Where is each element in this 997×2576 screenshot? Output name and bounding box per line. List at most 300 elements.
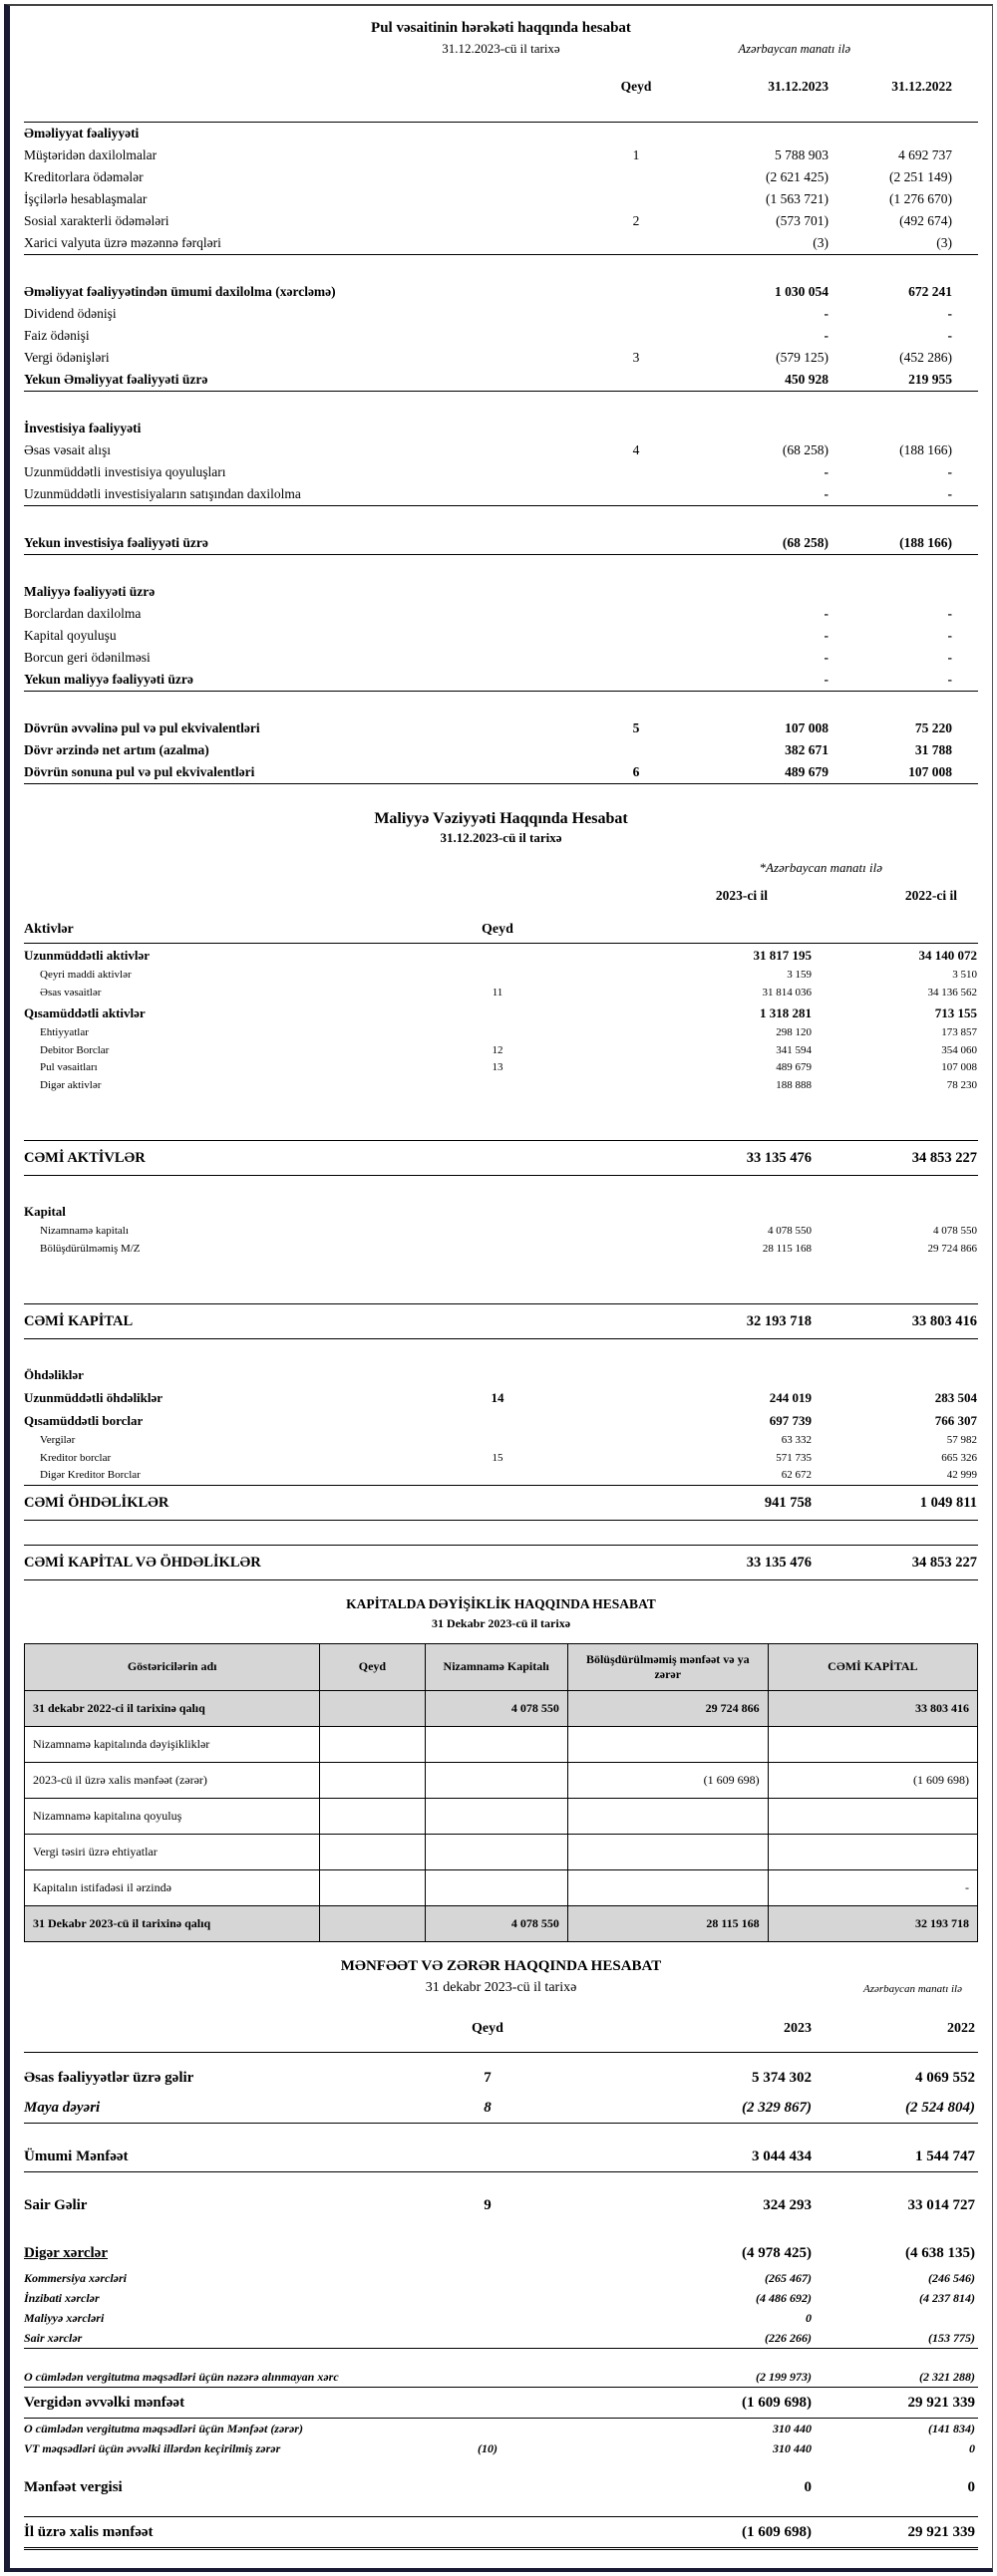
row-value-current: 33 135 476 <box>746 1554 812 1571</box>
statement-row <box>24 1200 978 1223</box>
row-note-ref: 4 <box>632 442 640 457</box>
row-label: Əməliyyat fəaliyyətindən ümumi daxilolma (xərcləmə) <box>24 284 336 299</box>
statement-row <box>24 418 978 439</box>
equity-cell <box>320 1798 425 1834</box>
row-note-ref: 8 <box>484 2099 492 2116</box>
row-value-current: 3 044 434 <box>752 2147 812 2164</box>
balance-subheader-row <box>24 922 978 944</box>
row-value-current: 1 030 054 <box>775 284 829 299</box>
row-label: Uzunmüddətli aktivlər <box>24 948 151 963</box>
row-value-current: 489 679 <box>785 764 829 779</box>
equity-row <box>25 1726 978 1762</box>
row-value-current: - <box>824 306 829 321</box>
statement-row <box>24 439 978 461</box>
row-value-prior: - <box>947 628 952 643</box>
row-value-current: 5 788 903 <box>775 147 829 162</box>
row-label: Faiz ödənişi <box>24 328 90 343</box>
row-value-current: (68 258) <box>782 442 829 457</box>
row-note-ref: 14 <box>491 1390 504 1405</box>
empty-header-cell <box>443 888 552 904</box>
equity-row-label: 2023-cü il üzrə xalis mənfəət (zərər) <box>25 1762 320 1798</box>
spacer-row <box>24 2349 978 2367</box>
row-value-prior: 672 241 <box>908 284 952 299</box>
col-header-qeyd: Qeyd <box>482 922 513 937</box>
row-value-prior: (4 237 814) <box>919 2290 975 2305</box>
row-value-current: (4 486 692) <box>756 2290 812 2305</box>
equity-row <box>25 1834 978 1869</box>
row-label: Kapital qoyuluşu <box>24 628 117 643</box>
row-value-prior: (153 775) <box>928 2330 975 2345</box>
row-value-prior: (452 286) <box>899 350 952 365</box>
row-note-ref: 6 <box>632 764 640 779</box>
row-value-prior: 1 049 811 <box>919 1494 977 1511</box>
currency-note: Azərbaycan manatı ilə <box>863 1982 962 1995</box>
row-label: Borclardan daxilolma <box>24 606 142 621</box>
row-value-current: - <box>824 328 829 343</box>
row-label: O cümlədən vergitutma məqsədləri üçün Mənfəət (zərər) <box>24 2421 303 2435</box>
row-value-current: - <box>824 464 829 479</box>
row-value-prior: 34 136 562 <box>927 986 977 999</box>
statement-date: 31.12.2023-cü il tarixə <box>442 41 560 56</box>
row-value-current: 382 671 <box>785 742 829 757</box>
spacer-row <box>24 1094 978 1140</box>
equity-row-label: 31 dekabr 2022-ci il tarixinə qalıq <box>25 1690 320 1726</box>
equity-cell: (1 609 698) <box>768 1762 977 1798</box>
statement-row <box>24 369 978 392</box>
spacer-row <box>24 2220 978 2238</box>
equity-row <box>25 1762 978 1798</box>
row-value-current: 571 735 <box>776 1451 812 1464</box>
equity-cell <box>768 1834 977 1869</box>
equity-cell: (1 609 698) <box>567 1762 768 1798</box>
financial-position-statement <box>24 810 978 1580</box>
equity-row-label: Nizamnamə kapitalına qoyuluş <box>25 1798 320 1834</box>
row-value-prior: 75 220 <box>914 720 952 735</box>
row-label: Öhdəliklər <box>24 1367 84 1382</box>
statement-row <box>24 461 978 483</box>
col-header-2023: 2023 <box>784 2020 812 2036</box>
statement-row <box>24 2388 978 2419</box>
row-label: Yekun Əməliyyat fəaliyyəti üzrə <box>24 372 208 387</box>
row-value-current: (2 329 867) <box>742 2099 812 2116</box>
row-label: Yekun investisiya fəaliyyəti üzrə <box>24 535 208 550</box>
equity-cell: 4 078 550 <box>425 1905 567 1941</box>
row-value-current: 31 814 036 <box>762 986 812 999</box>
empty-header-cell <box>552 922 978 938</box>
row-value-current: 33 135 476 <box>746 1150 812 1166</box>
row-label: Maliyyə xərcləri <box>24 2310 105 2325</box>
statement-row <box>24 2142 978 2172</box>
statement-row <box>24 144 978 166</box>
statement-row <box>24 2063 978 2093</box>
row-value-prior: - <box>947 650 952 665</box>
col-header-2023: 2023-ci il <box>715 888 768 903</box>
row-label: Əsas fəaliyyətlər üzrə gəlir <box>24 2069 194 2086</box>
row-value-current: - <box>824 606 829 621</box>
row-label: Bölüşdürülməmiş M/Z <box>40 1242 141 1255</box>
col-header-2022: 2022-ci il <box>904 888 957 903</box>
row-label: Müştəridən daxilolmalar <box>24 147 158 162</box>
row-value-current: 62 672 <box>781 1469 812 1481</box>
row-value-prior: 33 014 727 <box>907 2196 975 2213</box>
row-value-current: 0 <box>804 2478 812 2495</box>
equity-column-header: CƏMİ KAPİTAL <box>768 1643 977 1690</box>
row-label: Sair Gəlir <box>24 2196 88 2213</box>
statement-row <box>24 281 978 303</box>
equity-cell: 33 803 416 <box>768 1690 977 1726</box>
row-value-current: (265 467) <box>765 2270 812 2285</box>
row-value-prior: 29 921 339 <box>907 2394 975 2411</box>
equity-cell <box>768 1726 977 1762</box>
statement-row <box>24 122 978 144</box>
row-value-current: 4 078 550 <box>768 1225 812 1237</box>
equity-cell: 29 724 866 <box>567 1690 768 1726</box>
row-label: İnvestisiya fəaliyyəti <box>24 421 142 435</box>
row-note-ref: (10) <box>478 2440 498 2455</box>
row-value-current: - <box>824 486 829 501</box>
row-value-current: 0 <box>806 2310 812 2325</box>
row-value-prior: 665 326 <box>941 1451 977 1464</box>
equity-cell <box>567 1834 768 1869</box>
row-value-current: 450 928 <box>785 372 829 387</box>
statement-row <box>24 1432 978 1450</box>
row-value-current: 1 318 281 <box>760 1005 812 1020</box>
spacer-row <box>24 1258 978 1303</box>
row-note-ref: 3 <box>632 350 640 365</box>
row-value-prior: (2 251 149) <box>889 169 952 184</box>
row-value-prior: 0 <box>967 2478 975 2495</box>
equity-cell <box>425 1869 567 1905</box>
row-label: Mənfəət vergisi <box>24 2478 123 2495</box>
row-value-current: 310 440 <box>773 2421 812 2435</box>
row-label: Qeyri maddi aktivlər <box>40 969 132 981</box>
equity-column-header: Bölüşdürülməmiş mənfəət və ya zərər <box>567 1643 768 1690</box>
row-value-prior: 29 724 866 <box>927 1242 977 1255</box>
statement-row <box>24 669 978 692</box>
spacer-row <box>24 255 978 281</box>
row-value-prior: - <box>947 672 952 687</box>
row-label: Kommersiya xərcləri <box>24 2270 127 2285</box>
row-value-prior: - <box>947 328 952 343</box>
row-label: CƏMİ KAPİTAL <box>24 1313 134 1329</box>
row-label: Vergi ödənişləri <box>24 350 110 365</box>
statement-row <box>24 581 978 603</box>
row-value-prior: 766 307 <box>934 1413 977 1428</box>
row-label: Uzunmüddətli investisiyaların satışından daxilolma <box>24 486 301 501</box>
statement-row <box>24 188 978 210</box>
row-label: Ümumi Mənfəət <box>24 2147 129 2164</box>
statement-row <box>24 967 978 985</box>
row-label: İl üzrə xalis mənfəət <box>24 2523 154 2540</box>
row-label: CƏMİ AKTİVLƏR <box>24 1150 146 1166</box>
row-value-prior: 31 788 <box>914 742 952 757</box>
equity-cell <box>320 1869 425 1905</box>
equity-row-label: 31 Dekabr 2023-cü il tarixinə qalıq <box>25 1905 320 1941</box>
equity-cell <box>425 1834 567 1869</box>
equity-cell <box>425 1726 567 1762</box>
row-value-prior: 283 504 <box>934 1390 977 1405</box>
statement-row <box>24 625 978 647</box>
statement-title: Pul vəsaitinin hərəkəti haqqında hesabat <box>371 20 631 36</box>
col-header-qeyd: Qeyd <box>472 2020 503 2036</box>
statement-row <box>24 1303 978 1339</box>
row-value-current: 489 679 <box>776 1061 812 1073</box>
row-value-current: 341 594 <box>776 1043 812 1056</box>
equity-cell <box>425 1798 567 1834</box>
row-value-prior: (188 166) <box>899 535 952 550</box>
row-note-ref: 12 <box>492 1043 503 1056</box>
row-value-prior: 219 955 <box>908 372 952 387</box>
row-label: Uzunmüddətli öhdəliklər <box>24 1390 164 1405</box>
statement-row <box>24 347 978 369</box>
row-label: Dövrün sonuna pul və pul ekvivalentləri <box>24 764 255 779</box>
equity-column-header: Qeyd <box>320 1643 425 1690</box>
row-note-ref: 2 <box>632 213 640 228</box>
row-label: Dövrün əvvəlinə pul və pul ekvivalentləri <box>24 720 260 735</box>
row-value-current: (579 125) <box>776 350 829 365</box>
row-value-prior: (246 546) <box>928 2270 975 2285</box>
col-header-qeyd: Qeyd <box>620 79 652 94</box>
row-value-current: 5 374 302 <box>752 2069 812 2086</box>
row-value-current: (573 701) <box>776 213 829 228</box>
row-value-prior: - <box>947 464 952 479</box>
row-value-prior: 354 060 <box>941 1043 977 1056</box>
statement-row <box>24 2288 978 2308</box>
row-label: Vergidən əvvəlki mənfəət <box>24 2394 185 2411</box>
row-value-current: (2 199 973) <box>756 2369 812 2384</box>
row-note-ref: 1 <box>632 147 640 162</box>
statement-row <box>24 1077 978 1095</box>
row-value-prior: 107 008 <box>941 1061 977 1073</box>
row-value-prior: 34 853 227 <box>911 1554 977 1571</box>
row-label: Xarici valyuta üzrə məzənnə fərqləri <box>24 235 221 250</box>
statement-title: MƏNFƏƏT VƏ ZƏRƏR HAQQINDA HESABAT <box>340 1957 662 1974</box>
row-value-prior: (141 834) <box>928 2421 975 2435</box>
statement-row <box>24 1450 978 1468</box>
row-label: Uzunmüddətli investisiya qoyuluşları <box>24 464 226 479</box>
row-value-prior: 1 544 747 <box>915 2147 975 2164</box>
equity-cell: 28 115 168 <box>567 1905 768 1941</box>
row-label: Yekun maliyyə fəaliyyəti üzrə <box>24 672 193 687</box>
row-label: Digər aktivlər <box>40 1078 102 1091</box>
row-value-prior: (4 638 135) <box>905 2244 975 2261</box>
row-label: Borcun geri ödənilməsi <box>24 650 151 665</box>
pnl-rows <box>24 2063 978 2550</box>
row-label: İşçilərlə hesablaşmalar <box>24 191 148 206</box>
spacer-row <box>24 2502 978 2516</box>
statement-row <box>24 532 978 555</box>
row-label: İnzibati xərclər <box>24 2290 100 2305</box>
balance-year-headers <box>24 888 978 904</box>
equity-row-label: Vergi təsiri üzrə ehtiyatlar <box>25 1834 320 1869</box>
row-label: Kapital <box>24 1204 66 1219</box>
equity-row <box>25 1905 978 1941</box>
row-label: Digər xərclər <box>24 2244 108 2261</box>
statement-row <box>24 2438 978 2458</box>
equity-cell <box>320 1726 425 1762</box>
equity-table <box>24 1643 978 1942</box>
equity-cell <box>768 1798 977 1834</box>
row-value-current: - <box>824 628 829 643</box>
row-label: Kreditorlara ödəmələr <box>24 169 144 184</box>
row-note-ref: 9 <box>484 2196 492 2213</box>
equity-row-label: Nizamnamə kapitalında dəyişikliklər <box>25 1726 320 1762</box>
equity-cell <box>320 1905 425 1941</box>
statement-row <box>24 325 978 347</box>
row-label: VT məqsədləri üçün əvvəlki illərdən keçirilmiş zərər <box>24 2440 281 2455</box>
row-note-ref: 13 <box>492 1061 503 1073</box>
equity-header-row <box>25 1643 978 1690</box>
row-value-current: 107 008 <box>785 720 829 735</box>
statement-title: KAPİTALDA DƏYİŞİKLİK HAQQINDA HESABAT <box>346 1595 656 1611</box>
row-value-prior: (3) <box>936 235 952 250</box>
column-header-row <box>24 76 978 98</box>
column-header-row <box>24 2014 978 2053</box>
row-value-prior: - <box>947 606 952 621</box>
row-value-prior: 57 982 <box>946 1434 977 1446</box>
row-value-current: (68 258) <box>782 535 829 550</box>
row-label: Sosial xarakterli ödəmələri <box>24 213 169 228</box>
row-value-current: 3 159 <box>787 969 812 981</box>
row-value-current: (226 266) <box>765 2330 812 2345</box>
statement-row <box>24 2268 978 2288</box>
row-label: Dövr ərzində net artım (azalma) <box>24 742 209 757</box>
statement-row <box>24 2328 978 2349</box>
statement-row <box>24 1059 978 1077</box>
statement-row <box>24 483 978 506</box>
row-value-prior: 173 857 <box>941 1026 977 1038</box>
col-header-2023: 31.12.2023 <box>768 79 829 94</box>
equity-cell <box>567 1726 768 1762</box>
statement-row <box>24 2419 978 2438</box>
row-value-prior: 4 078 550 <box>933 1225 977 1237</box>
equity-column-header: Göstəricilərin adı <box>25 1643 320 1690</box>
statement-date: 31 Dekabr 2023-cü il tarixə <box>431 1615 571 1630</box>
row-value-prior: 34 853 227 <box>911 1150 977 1166</box>
statement-row <box>24 166 978 188</box>
row-value-current: 941 758 <box>764 1494 812 1511</box>
row-label: Pul vəsaitları <box>40 1061 98 1073</box>
equity-cell: - <box>768 1869 977 1905</box>
row-label: Digər Kreditor Borclar <box>40 1469 141 1481</box>
row-value-prior: 29 921 339 <box>907 2523 975 2540</box>
row-value-prior: 4 692 737 <box>898 147 952 162</box>
row-label: CƏMİ ÖHDƏLİKLƏR <box>24 1494 169 1511</box>
statement-row <box>24 1363 978 1386</box>
row-value-current: (2 621 425) <box>766 169 829 184</box>
row-value-current: 324 293 <box>763 2196 812 2213</box>
row-label: Dividend ödənişi <box>24 306 117 321</box>
statement-row <box>24 2516 978 2550</box>
equity-row <box>25 1869 978 1905</box>
statement-row <box>24 1485 978 1521</box>
row-value-current: (1 563 721) <box>766 191 829 206</box>
statement-row <box>24 1545 978 1580</box>
statement-row <box>24 985 978 1002</box>
row-value-prior: 42 999 <box>946 1469 977 1481</box>
row-note-ref: 5 <box>632 720 640 735</box>
statement-row <box>24 717 978 739</box>
row-label: Kreditor borclar <box>40 1451 112 1464</box>
row-label: Sair xərclər <box>24 2330 83 2345</box>
row-value-prior: 34 140 072 <box>918 948 977 963</box>
row-value-current: 310 440 <box>773 2440 812 2455</box>
cash-flow-statement <box>24 16 978 784</box>
spacer-row <box>24 392 978 418</box>
row-label: Maya dəyəri <box>24 2099 101 2116</box>
row-label: Qısamüddətli borclar <box>24 1413 144 1428</box>
statement-row <box>24 210 978 232</box>
row-value-current: 697 739 <box>769 1413 812 1428</box>
equity-cell <box>425 1762 567 1798</box>
equity-cell <box>567 1798 768 1834</box>
row-note-ref: 11 <box>492 986 503 999</box>
statement-row <box>24 1467 978 1485</box>
assets-heading: Aktivlər <box>24 922 74 937</box>
statement-row <box>24 1002 978 1024</box>
equity-changes-statement <box>24 1596 978 1942</box>
row-value-current: (4 978 425) <box>742 2244 812 2261</box>
equity-column-header: Nizamnamə Kapitalı <box>425 1643 567 1690</box>
statement-row <box>24 1241 978 1259</box>
currency-note: Azərbaycan manatı ilə <box>738 42 850 56</box>
row-value-current: - <box>824 672 829 687</box>
row-value-current: 244 019 <box>769 1390 812 1405</box>
row-label: Qısamüddətli aktivlər <box>24 1005 146 1020</box>
statement-row <box>24 1042 978 1060</box>
statement-row <box>24 739 978 761</box>
row-value-prior: - <box>947 306 952 321</box>
spacer-row <box>24 506 978 532</box>
row-label: Ehtiyyatlar <box>40 1026 89 1038</box>
row-value-current: 298 120 <box>776 1026 812 1038</box>
equity-row <box>25 1798 978 1834</box>
cashflow-rows <box>24 122 978 784</box>
row-value-current: 28 115 168 <box>762 1242 812 1255</box>
row-label: Nizamnamə kapitalı <box>40 1225 129 1237</box>
spacer-row <box>24 692 978 717</box>
equity-cell <box>567 1869 768 1905</box>
equity-cell: 4 078 550 <box>425 1690 567 1726</box>
equity-cell <box>320 1762 425 1798</box>
row-value-prior: 107 008 <box>908 764 952 779</box>
statement-row <box>24 2190 978 2220</box>
equity-cell <box>320 1690 425 1726</box>
spacer-row <box>24 555 978 581</box>
row-value-current: 31 817 195 <box>753 948 812 963</box>
statement-row <box>24 647 978 669</box>
spacer-row <box>24 2458 978 2472</box>
row-label: O cümlədən vergitutma məqsədləri üçün nəzərə alınmayan xərc <box>24 2369 339 2384</box>
row-value-current: (3) <box>813 235 829 250</box>
statement-row <box>24 603 978 625</box>
spacer-row <box>24 1521 978 1545</box>
statement-row <box>24 232 978 255</box>
row-value-current: (1 609 698) <box>742 2523 812 2540</box>
statement-row <box>24 1223 978 1241</box>
row-label: Maliyyə fəaliyyəti üzrə <box>24 584 156 599</box>
profit-loss-statement <box>24 1958 978 2550</box>
row-label: Əsas vəsaitlər <box>40 986 102 999</box>
statement-row <box>24 2238 978 2268</box>
col-header-2022: 31.12.2022 <box>891 79 952 94</box>
currency-note: *Azərbaycan manatı ilə <box>759 860 882 875</box>
row-value-current: 63 332 <box>781 1434 812 1446</box>
spacer-row <box>24 1339 978 1363</box>
row-value-prior: 4 069 552 <box>915 2069 975 2086</box>
row-value-prior: 0 <box>969 2440 975 2455</box>
statement-row <box>24 2367 978 2388</box>
